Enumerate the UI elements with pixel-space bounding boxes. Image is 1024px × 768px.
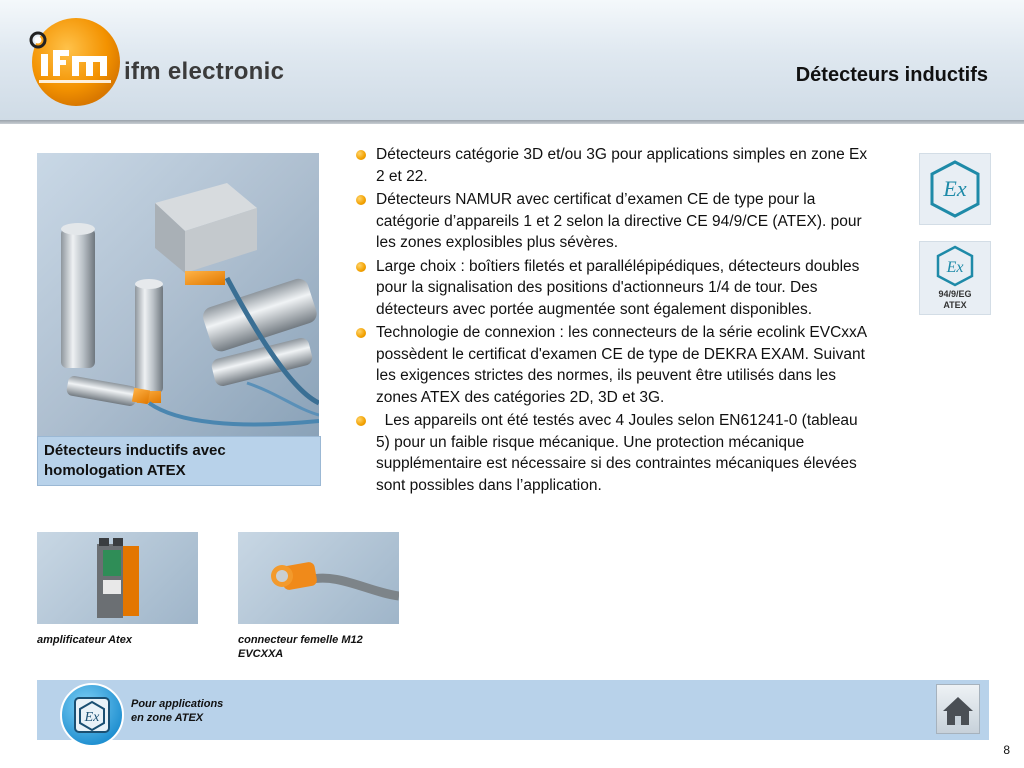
sensors-illustration [37, 153, 319, 436]
ex-symbol: Ex [943, 176, 967, 201]
atex-amplifier-photo [37, 532, 198, 624]
ifm-logo [24, 12, 124, 108]
list-item-text: Détecteurs NAMUR avec certificat d’examen CE de type pour la catégorie d’appareils 1 et 2 selon la directive CE 94/9/CE (ATEX). pour les zones explosibles plus sévères. [376, 191, 862, 251]
atex-label: ATEX [943, 300, 967, 310]
list-item [354, 189, 874, 254]
page-title: Détecteurs inductifs [795, 64, 988, 86]
connector-caption [238, 633, 363, 661]
ex-hexagon-icon [920, 154, 990, 224]
amplifier-illustration [37, 532, 198, 624]
list-item-text: Les appareils ont été testés avec 4 Joules selon EN61241-0 (tableau 5) pour un faible risque mécanique. Une protection mécanique supplémentaire est nécessaire si des contraintes mécaniques élevées sont possibles dans l’application. [376, 412, 862, 494]
bullet-dot-icon [356, 416, 366, 426]
home-button[interactable] [936, 684, 980, 734]
ex-atex-badge [919, 241, 991, 315]
connector-illustration [238, 532, 399, 624]
ex-atex-icon [920, 242, 990, 314]
bullet-dot-icon [356, 262, 366, 272]
main-photo-caption [37, 436, 321, 486]
footer-text-line-2: en zone ATEX [131, 712, 204, 724]
connector-caption-line-1: connecteur femelle M12 [238, 634, 363, 646]
amplifier-caption: amplificateur Atex [37, 634, 132, 646]
list-item [354, 322, 874, 408]
feature-list [354, 144, 874, 498]
connector-caption-line-2: EVCXXA [238, 648, 284, 660]
list-item-text: Technologie de connexion : les connecteurs de la série ecolink EVCxxA possèdent le certificat d'examen CE de type de DEKRA EXAM. Suivant les exigences strictes des normes, ils peuvent être utilisés dans les zones ATEX des catégories 2D, 3D et 3G. [376, 324, 867, 406]
ex-symbol: Ex [84, 710, 100, 725]
footer-bar [37, 680, 989, 740]
bullet-dot-icon [356, 195, 366, 205]
caption-line-2: homologation ATEX [44, 462, 186, 479]
page-number: 8 [1003, 743, 1010, 757]
list-item [354, 144, 874, 187]
header [0, 0, 1024, 120]
footer-text [131, 697, 251, 725]
brand-name: ifm electronic [124, 58, 285, 85]
inductive-sensors-photo [37, 153, 319, 436]
list-item [354, 410, 874, 496]
ex-symbol: Ex [946, 259, 964, 276]
header-divider [0, 120, 1024, 124]
m12-connector-photo [238, 532, 399, 624]
home-icon [937, 685, 979, 733]
list-item-text: Détecteurs catégorie 3D et/ou 3G pour applications simples en zone Ex 2 et 22. [376, 146, 868, 185]
bullet-dot-icon [356, 150, 366, 160]
caption-line-1: Détecteurs inductifs avec [44, 442, 226, 459]
list-item-text: Large choix : boîtiers filetés et parallélépipédiques, détecteurs doubles pour la signalisation des positions d'actionneurs 1/4 de tour. Des détecteurs avec portée augmentée sont également disponibles. [376, 257, 860, 318]
bullet-dot-icon [356, 328, 366, 338]
ex-badge [919, 153, 991, 225]
atex-directive-label: 94/9/EG [938, 289, 972, 299]
ex-zone-icon [59, 682, 125, 748]
list-item [354, 256, 874, 321]
footer-text-line-1: Pour applications [131, 698, 224, 710]
